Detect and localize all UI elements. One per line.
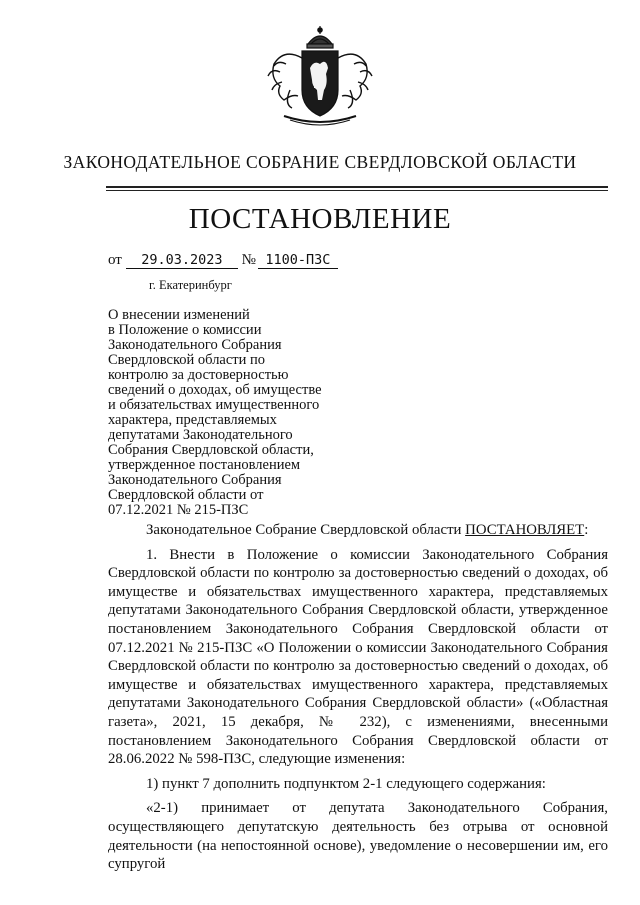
paragraph-subitem-1: 1) пункт 7 дополнить подпунктом 2-1 следующего содержания:: [146, 775, 546, 792]
subject-line: характера, представляемых: [108, 412, 277, 428]
decree-word: ПОСТАНОВЛЯЕТ: [465, 522, 585, 538]
subject-line: в Положение о комиссии: [108, 322, 262, 338]
subject-line: О внесении изменений: [108, 307, 250, 323]
subject-line: Собрания Свердловской области,: [108, 442, 314, 458]
document-number: 1100-ПЗС: [258, 252, 338, 269]
subject-line: и обязательствах имущественного: [108, 397, 320, 413]
subject-line: 07.12.2021 № 215-ПЗС: [108, 502, 249, 518]
header-divider-thin: [106, 190, 608, 191]
subject-line: Законодательного Собрания: [108, 472, 282, 488]
city-name: г. Екатеринбург: [149, 278, 232, 292]
subject-line: Свердловской области по: [108, 352, 266, 368]
header-divider: [106, 186, 608, 188]
number-prefix: №: [241, 252, 256, 268]
paragraph-quoted-text: «2-1) принимает от депутата Законодательного Собрания, осуществляющего депутатскую деятельность без отрыва от основной деятельности (на непостоянной основе), уведомление о несовершении им, его супругой: [108, 800, 608, 873]
date-prefix: от: [108, 252, 122, 268]
document-body: [108, 521, 608, 874]
subject-line: депутатами Законодательного: [108, 427, 293, 443]
paragraph-item-1: 1. Внести в Положение о комиссии Законодательного Собрания Свердловской области по контролю за достоверностью сведений о доходах, об имуществе и обязательствах имущественного характера, представляемых депутатами Законодательного Собрания Свердловской области, утвержденное постановлением Законодательного Собрания Свердловской области от 07.12.2021 № 215-ПЗС «О Положении о комиссии Законодательного Собрания Свердловской области по контролю за достоверностью сведений о доходах, об имуществе и обязательствах имущественного характера, представляемых депутатами Законодательного Собрания Свердловской области» («Областная газета», 2021, 15 декабря, № 232), с изменениями, внесенными постановлением Законодательного Собрания Свердловской области от 28.06.2022 № 598-ПЗС, следующие изменения:: [108, 546, 608, 768]
subject-line: сведений о доходах, об имуществе: [108, 382, 322, 398]
subject-line: Свердловской области от: [108, 487, 264, 503]
document-type-heading: ПОСТАНОВЛЕНИЕ: [188, 203, 452, 235]
subject-line: контролю за достоверностью: [108, 367, 289, 383]
preamble-text: Законодательное Собрание Свердловской области: [146, 522, 462, 538]
coat-of-arms-emblem: [262, 24, 378, 130]
document-date: 29.03.2023: [126, 252, 238, 269]
organization-title: ЗАКОНОДАТЕЛЬНОЕ СОБРАНИЕ СВЕРДЛОВСКОЙ ОБЛАСТИ: [63, 152, 577, 172]
subject-line: Законодательного Собрания: [108, 337, 282, 353]
document-subject: [108, 308, 368, 518]
decree-colon: :: [584, 522, 589, 538]
subject-line: утвержденное постановлением: [108, 457, 301, 473]
date-number-line: [108, 252, 338, 269]
preamble-paragraph: [108, 521, 608, 540]
